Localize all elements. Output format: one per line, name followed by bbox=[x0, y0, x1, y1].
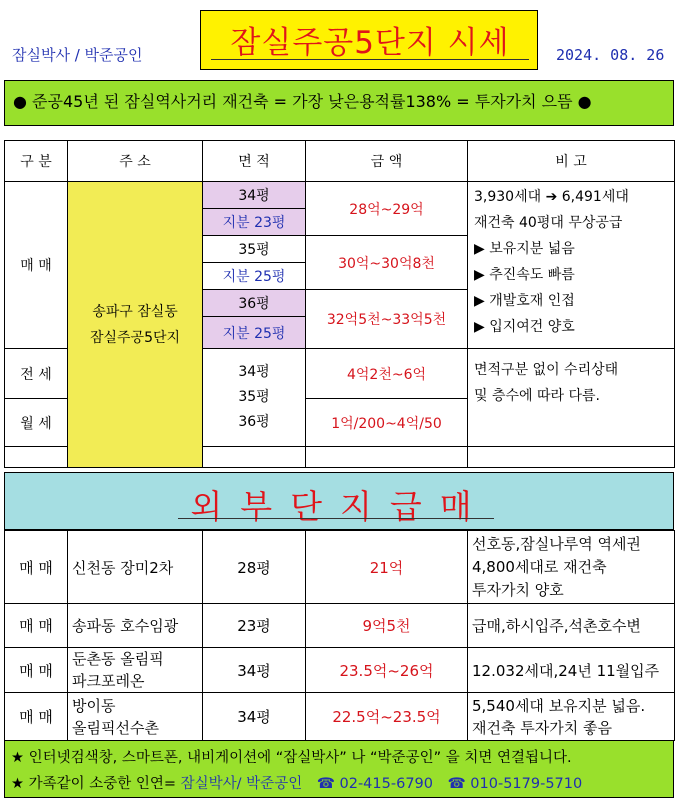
rent-note-line: 면적구분 없이 수리상태 bbox=[474, 362, 619, 378]
blank-cell bbox=[203, 447, 306, 468]
listing-note-line: 4,800세대로 재건축 bbox=[472, 557, 607, 576]
contact-footer bbox=[4, 740, 674, 798]
note-line: 재건축 40평대 무상공급 bbox=[474, 215, 623, 231]
note-line: 3,930세대 ➔ 6,491세대 bbox=[474, 189, 629, 205]
listing-note-line: 12.032세대,24년 11월입주 bbox=[472, 661, 660, 680]
title-box bbox=[200, 10, 538, 70]
price-35: 30억~30억8천 bbox=[306, 236, 468, 290]
notes-cell bbox=[468, 182, 675, 349]
wolse-price: 1억/200~4억/50 bbox=[306, 399, 468, 447]
listing-note-line: 재건축 투자가치 좋음 bbox=[472, 718, 612, 737]
outside-listings-table bbox=[4, 530, 675, 741]
note-line: ▶ 보유지분 넓음 bbox=[474, 241, 575, 257]
listing-note-line: 투자가치 양호 bbox=[472, 580, 564, 599]
listing-type: 매 매 bbox=[5, 693, 68, 741]
blank-cell bbox=[468, 447, 675, 468]
blank-cell bbox=[306, 447, 468, 468]
header-address: 주 소 bbox=[68, 141, 203, 182]
rent-area: 35평 bbox=[238, 389, 270, 405]
sale-label: 매 매 bbox=[5, 182, 68, 349]
title-underline bbox=[211, 59, 529, 60]
note-line: ▶ 입지여건 양호 bbox=[474, 319, 575, 335]
headline-banner: ● 준공45년 된 잠실역사거리 재건축 = 가장 낮은용적률138% = 투자가치 으뜸 ● bbox=[4, 80, 674, 126]
listing-name-line: 방이동 bbox=[72, 696, 116, 715]
jeonse-price: 4억2천~6억 bbox=[306, 349, 468, 399]
area-34: 34평 bbox=[203, 182, 306, 209]
listing-area: 34평 bbox=[203, 648, 306, 693]
note-line: ▶ 개발호재 인접 bbox=[474, 293, 575, 309]
area-36: 36평 bbox=[203, 290, 306, 317]
listing-name-line: 파크포레온 bbox=[72, 672, 145, 690]
rent-area: 34평 bbox=[238, 364, 270, 380]
listing-note-line: 5,540세대 보유지분 넓음. bbox=[472, 696, 646, 715]
address-cell bbox=[68, 182, 203, 468]
listing-type: 매 매 bbox=[5, 648, 68, 693]
page-title: 잠실주공5단지 시세 bbox=[230, 25, 510, 61]
phone-office: ☎ 02-415-6790 bbox=[316, 776, 433, 792]
section-outside-header bbox=[4, 472, 674, 530]
listing-note bbox=[468, 531, 675, 604]
table-row bbox=[5, 604, 675, 648]
header-area: 면 적 bbox=[203, 141, 306, 182]
header-category: 구 분 bbox=[5, 141, 68, 182]
price-36: 32억5천~33억5천 bbox=[306, 290, 468, 349]
listing-name-line: 신천동 장미2차 bbox=[72, 558, 174, 577]
share-34: 지분 23평 bbox=[203, 209, 306, 236]
jeonse-label: 전 세 bbox=[5, 349, 68, 399]
listing-name-line: 올림픽선수촌 bbox=[72, 718, 159, 737]
note-line: ▶ 추진속도 빠름 bbox=[474, 267, 575, 283]
table-row bbox=[5, 531, 675, 604]
rent-note bbox=[468, 349, 675, 447]
table-row bbox=[5, 648, 675, 693]
footer-contact-prefix: ★ 가족같이 소중한 인연= bbox=[11, 776, 181, 792]
address-line: 잠실주공5단지 bbox=[89, 329, 181, 346]
blank-cell bbox=[5, 447, 68, 468]
listing-area: 28평 bbox=[203, 531, 306, 604]
listing-name bbox=[68, 604, 203, 648]
header-price: 금 액 bbox=[306, 141, 468, 182]
listing-note-line: 선호동,잠실나루역 역세권 bbox=[472, 534, 641, 553]
listing-note bbox=[468, 693, 675, 741]
footer-contact-line bbox=[11, 772, 582, 793]
listing-name bbox=[68, 531, 203, 604]
listing-name bbox=[68, 648, 203, 693]
header-date: 2024. 08. 26 bbox=[556, 46, 665, 64]
price-table bbox=[4, 140, 675, 468]
listing-name bbox=[68, 693, 203, 741]
table-row bbox=[5, 693, 675, 741]
listing-name-line: 둔촌동 올림픽 bbox=[72, 650, 164, 668]
share-36: 지분 25평 bbox=[203, 317, 306, 349]
header-office-name: 잠실박사 / 박준공인 bbox=[12, 46, 143, 64]
share-35: 지분 25평 bbox=[203, 263, 306, 290]
phone-mobile: ☎ 010-5179-5710 bbox=[447, 776, 583, 792]
section-outside-title: 외부단지급매 bbox=[190, 487, 490, 526]
listing-name-line: 송파동 호수임광 bbox=[72, 617, 179, 635]
rent-note-line: 및 층수에 따라 다름. bbox=[474, 388, 600, 404]
listing-note bbox=[468, 648, 675, 693]
listing-area: 23평 bbox=[203, 604, 306, 648]
footer-search-hint: ★ 인터넷검색창, 스마트폰, 내비게이션에 “잠실박사” 나 “박준공인” 을 치면 연결됩니다. bbox=[11, 750, 572, 766]
section-title-underline bbox=[178, 518, 494, 519]
address-line: 송파구 잠실동 bbox=[92, 303, 178, 320]
footer-brand: 잠실박사/ 박준공인 bbox=[180, 776, 303, 792]
wolse-label: 월 세 bbox=[5, 399, 68, 447]
table-header-row bbox=[5, 141, 675, 182]
listing-area: 34평 bbox=[203, 693, 306, 741]
listing-price: 21억 bbox=[306, 531, 468, 604]
rent-areas bbox=[203, 349, 306, 447]
rent-area: 36평 bbox=[238, 414, 270, 430]
listing-type: 매 매 bbox=[5, 531, 68, 604]
listing-price: 22.5억~23.5억 bbox=[306, 693, 468, 741]
price-34: 28억~29억 bbox=[306, 182, 468, 236]
listing-price: 23.5억~26억 bbox=[306, 648, 468, 693]
header-note: 비 고 bbox=[468, 141, 675, 182]
listing-price: 9억5천 bbox=[306, 604, 468, 648]
listing-note-line: 급매,하시입주,석촌호수변 bbox=[472, 617, 641, 635]
listing-type: 매 매 bbox=[5, 604, 68, 648]
area-35: 35평 bbox=[203, 236, 306, 263]
listing-note bbox=[468, 604, 675, 648]
